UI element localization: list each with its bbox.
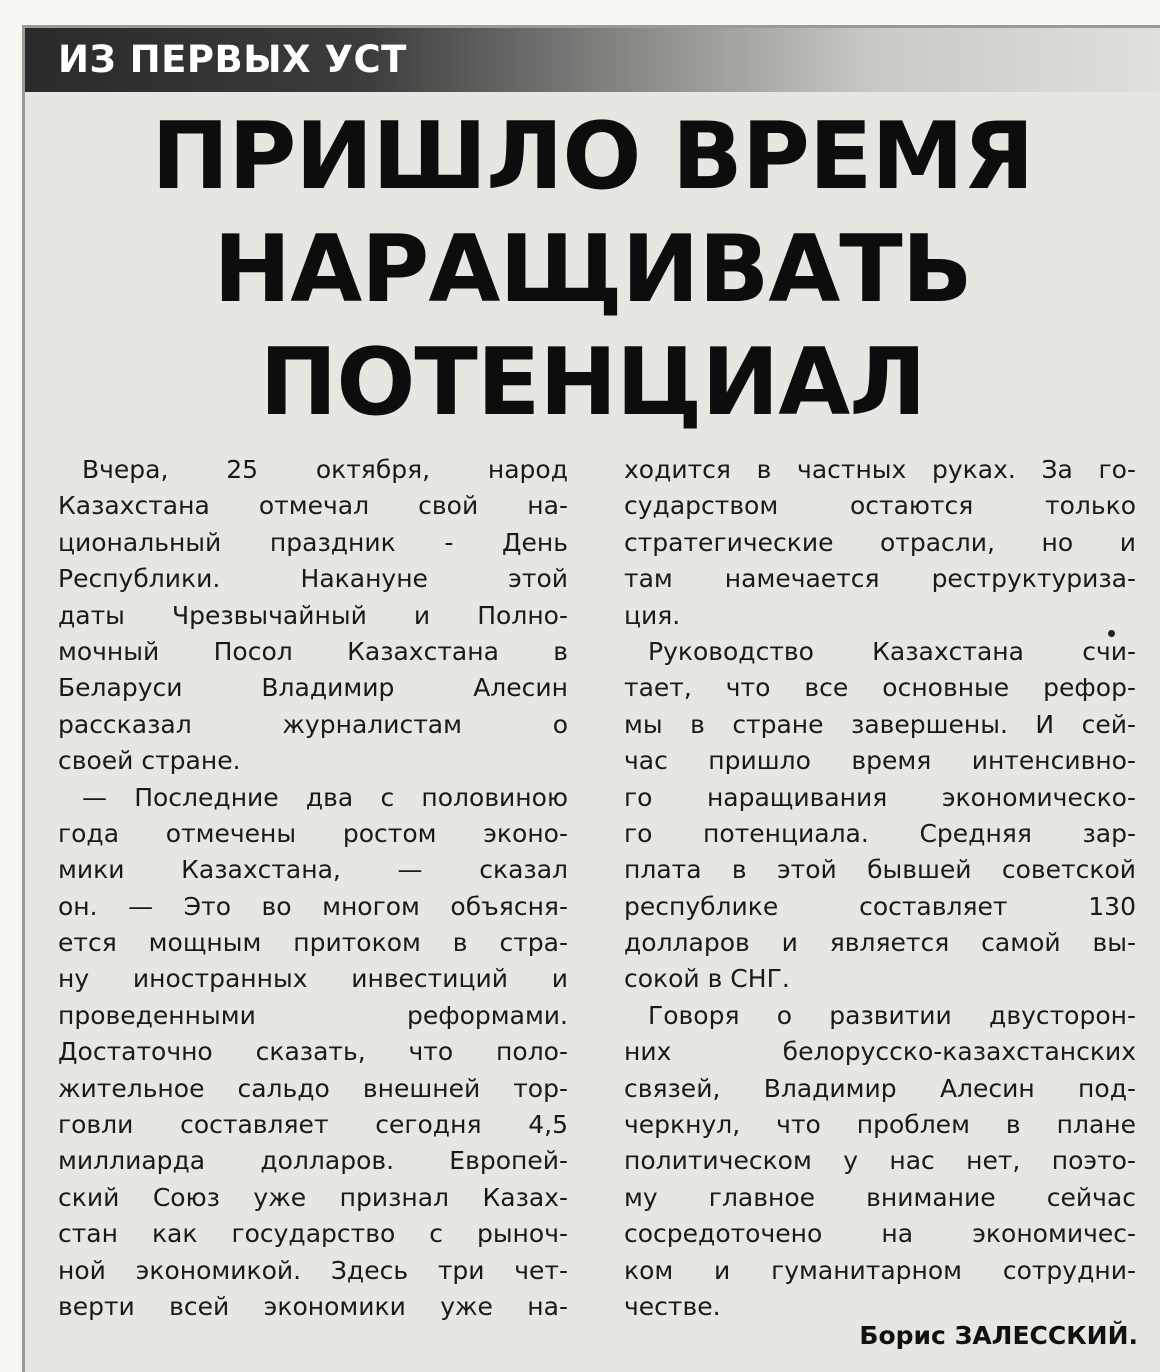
article-column-left xyxy=(58,452,568,1325)
text-line: там намечается реструктуриза- xyxy=(624,564,1136,594)
text-line: даты Чрезвычайный и Полно- xyxy=(58,600,568,630)
text-line: ский Союз уже признал Казах- xyxy=(58,1182,568,1212)
text-line: рассказал журналистам о xyxy=(58,709,568,739)
headline-line: ПРИШЛО ВРЕМЯ xyxy=(151,102,1034,210)
text-line: честве. xyxy=(624,1291,721,1321)
text-line: го наращивания экономическо- xyxy=(624,782,1136,812)
text-line: говли составляет сегодня 4,5 xyxy=(58,1110,568,1140)
text-line: Беларуси Владимир Алесин xyxy=(58,673,568,703)
author-signature: Борис ЗАЛЕССКИЙ. xyxy=(859,1321,1138,1350)
rubric-label: ИЗ ПЕРВЫХ УСТ xyxy=(58,38,407,81)
headline-line: ПОТЕНЦИАЛ xyxy=(259,328,926,436)
text-line: стан как государство с рыноч- xyxy=(58,1219,568,1249)
text-line: плата в этой бывшей советской xyxy=(624,855,1136,885)
text-line: стратегические отрасли, но и xyxy=(624,527,1136,557)
article-column-right xyxy=(624,452,1136,1325)
text-line: ется мощным притоком в стра- xyxy=(58,928,568,958)
text-line: миллиарда долларов. Европей- xyxy=(58,1146,568,1176)
text-line: жительное сальдо внешней тор- xyxy=(58,1073,568,1103)
text-line: черкнул, что проблем в плане xyxy=(624,1110,1136,1140)
text-line: тает, что все основные рефор- xyxy=(624,673,1136,703)
text-line: он. — Это во многом объясня- xyxy=(58,891,568,921)
text-line: Республики. Накануне этой xyxy=(58,564,568,594)
headline xyxy=(25,100,1160,439)
text-line: циональный праздник - День xyxy=(58,527,568,557)
text-line: Достаточно сказать, что поло- xyxy=(58,1037,568,1067)
text-line: мики Казахстана, — сказал xyxy=(58,855,568,885)
text-line: проведенными реформами. xyxy=(58,1000,568,1030)
text-line: сокой в СНГ. xyxy=(624,964,790,994)
text-line: верти всей экономики уже на- xyxy=(58,1291,568,1321)
headline-line: НАРАЩИВАТЬ xyxy=(213,215,972,323)
text-line: Вчера, 25 октября, народ xyxy=(82,455,568,484)
text-line: Казахстана отмечал свой на- xyxy=(58,491,568,521)
text-line: час пришло время интенсивно- xyxy=(624,746,1136,776)
text-line: долларов и является самой вы- xyxy=(624,928,1136,958)
text-line: связей, Владимир Алесин под- xyxy=(624,1073,1136,1103)
text-line: — Последние два с половиною xyxy=(82,782,568,812)
text-line: них белорусско-казахстанских xyxy=(624,1037,1136,1067)
text-line: мы в стране завершены. И сей- xyxy=(624,709,1136,739)
text-line: ком и гуманитарном сотрудни- xyxy=(624,1255,1136,1285)
text-line: ной экономикой. Здесь три чет- xyxy=(58,1255,568,1285)
text-line: ну иностранных инвестиций и xyxy=(58,964,568,994)
text-line: года отмечены ростом эконо- xyxy=(58,818,568,848)
text-line: го потенциала. Средняя зар- xyxy=(624,818,1136,848)
text-line: ция. xyxy=(624,600,681,630)
print-speck xyxy=(1108,630,1115,637)
text-line: политическом у нас нет, поэто- xyxy=(624,1146,1136,1176)
text-line: му главное внимание сейчас xyxy=(624,1182,1136,1212)
text-line: республике составляет 130 xyxy=(624,891,1136,921)
text-line: своей стране. xyxy=(58,746,241,776)
text-line: сударством остаются только xyxy=(624,491,1136,521)
text-line: Руководство Казахстана счи- xyxy=(648,636,1136,666)
text-line: сосредоточено на экономичес- xyxy=(624,1219,1136,1249)
text-line: ходится в частных руках. За го- xyxy=(624,455,1136,484)
text-line: мочный Посол Казахстана в xyxy=(58,636,568,666)
text-line: Говоря о развитии двусторон- xyxy=(648,1000,1136,1030)
